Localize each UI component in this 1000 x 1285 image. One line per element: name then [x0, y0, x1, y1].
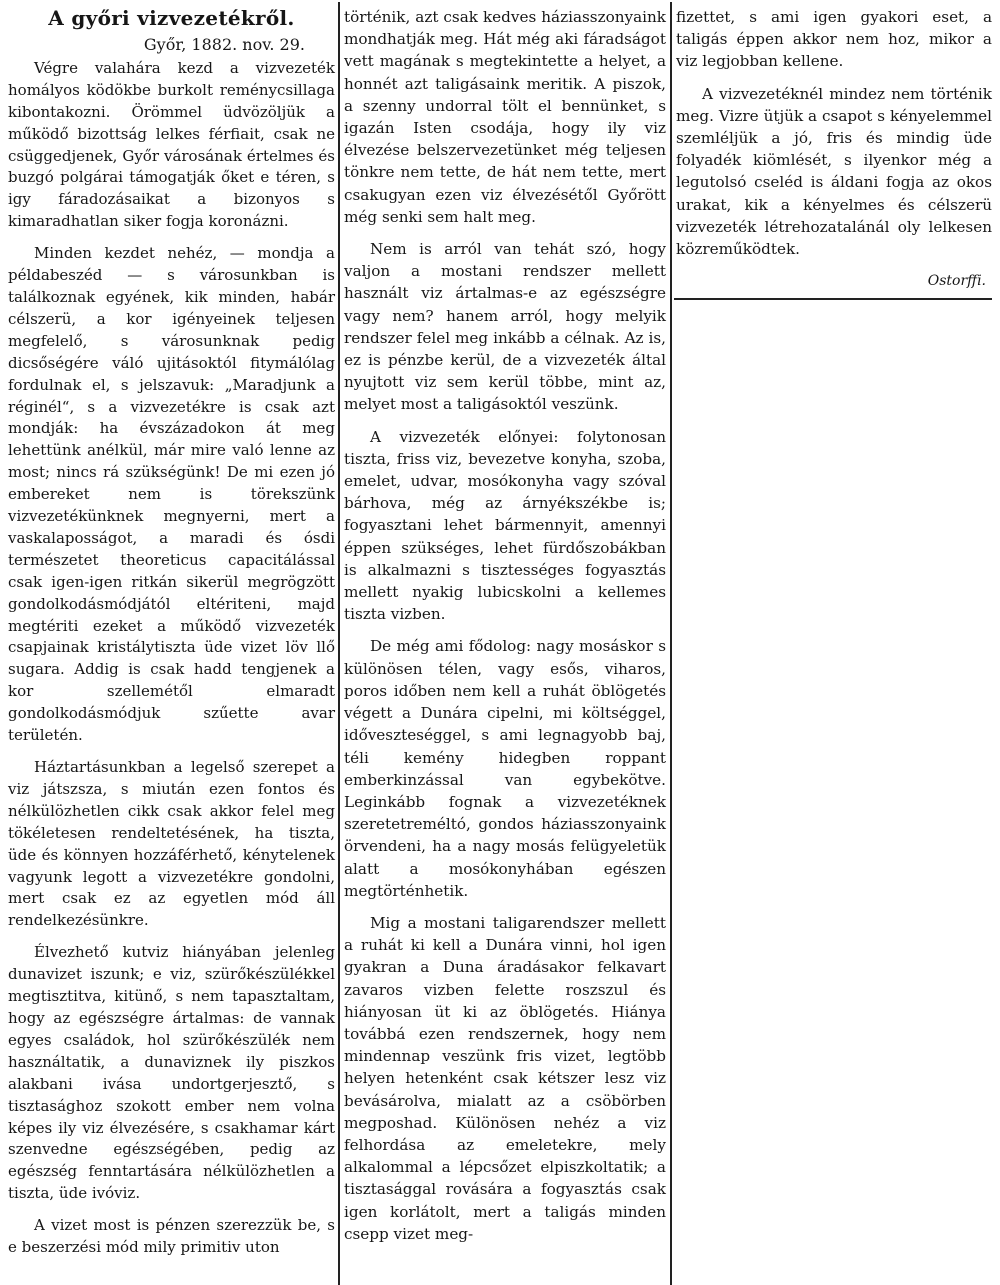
paragraph: Élvezhető kutviz hiányában jelenleg dunavizet iszunk; e viz, szürőkészülékkel megtisztitva, kitünő, s nem tapasztaltam, hogy az egészségre ártalmas: de vannak egyes családok, hol szürőkészülék nem használtatik, a dunaviznek ily piszkos alakbani ivása undortgerjesztő, s tisztasághoz szokott ember nem volna képes ily viz élvezésére, s csakhamar kárt szenvedne egészségében, pedig az egészség fenntartására nélkülözhetlen a tiszta, üde ivóviz. — [8, 943, 335, 1203]
paragraph: történik, azt csak kedves háziasszonyaink mondhatják meg. Hát még aki fáradságot vett magának s megtekintette a helyet, a honnét azt taligásaink meritik. A piszok, a szenny undorral tölt el bennünket, s igazán Isten csodája, hogy ily viz élvezése belszervezetünket még teljesen tönkre nem tette, de hát nem tette, mert csakugyan ezen viz élvezésétől Győrött még senki sem halt meg. — [344, 8, 666, 226]
article-title: A győri vizvezetékről. — [48, 6, 295, 30]
column-rule — [338, 2, 340, 1285]
paragraph: Végre valahára kezd a vizvezeték homályos ködökbe burkolt reménycsillaga kibontakozni. Örömmel üdvözöljük a működő bizottság lelkes férfiait, csak ne csüggedjenek, Győr városának értelmes és buzgó polgárai támogatják őket e téren, s igy fáradozásaikat a bizonyos s kimaradhatlan siker fogja koronázni. — [8, 58, 335, 231]
paragraph: A vizet most is pénzen szerezzük be, s e beszerzési mód mily primitiv uton — [8, 1216, 335, 1257]
paragraph: De még ami fődolog: nagy mosáskor s különösen télen, vagy esős, viharos, poros időben nem kell a ruhát öblögetés végett a Dunára cipelni, mi költséggel, időveszteséggel, s ami legnagyobb baj, téli kemény hidegben roppant emberkinzással van egybekötve. Leginkább fognak a vizvezetéknek szeretetreméltó, gondos háziasszonyaink örvendeni, ha a nagy mosás felügyeletük alatt a mosókonyhában egészen megtörténhetik. — [344, 637, 666, 900]
column-1 — [8, 6, 335, 1269]
paragraph: Háztartásunkban a legelső szerepet a viz játszsza, s miután ezen fontos és nélkülözhetlen cikk csak akkor felel meg tökéletesen rendeltetésének, ha tiszta, üde és könnyen hozzáférhető, kénytelenek vagyunk legott a vizvezetékre gondolni, mert csak ez az egyetlen mód áll rendelkezésünkre. — [8, 758, 335, 930]
column-3 — [676, 6, 992, 292]
author-signature: Ostorffi. — [927, 273, 986, 290]
paragraph: fizettet, s ami igen gyakori eset, a taligás éppen akkor nem hoz, mikor a viz legjobban kellene. — [676, 8, 992, 71]
paragraph: Mig a mostani taligarendszer mellett a ruhát ki kell a Dunára vinni, hol igen gyakran a Duna áradásakor felkavart zavaros vizben felette roszszul és hiányosan üt ki az öblögetés. Hiánya továbbá ezen rendszernek, hogy nem mindennap veszünk fris vizet, legtöbb helyen hetenként csak kétszer lesz viz bevásárolva, mialatt az a csöbörben megposhad. Különösen nehéz a viz felhordása az emeletekre, mely alkalommal a lépcsőzet elpiszkoltatik; a tisztasággal rovására a fogyasztás csak igen korlátolt, mert a taligás minden csepp vizet meg- — [344, 913, 666, 1243]
column-2 — [344, 6, 666, 1255]
paragraph: Minden kezdet nehéz, — mondja a példabeszéd — s városunkban is találkoznak egyének, kik minden, habár célszerü, a kor igényeinek teljesen megfelelő, s városunknak pedig dicsőségére váló ujitásoktól fitymálólag fordulnak el, s jelszavuk: „Maradjunk a réginél“, s a vizvezetékre is csak azt mondják: ha évszázadokon át meg lehettünk anélkül, már mire való lenne az most; nincs rá szükségünk! De mi ezen jó embereket nem is törekszünk vizvezetékünknek megnyerni, mert a vaskalaposságot, a maradi és ósdi természetet theoreticus capacitálással csak igen-igen ritkán sikerül megrögzött gondolkodásmódjától eltériteni, majd megtériti ezeket a működő vizvezeték csapjainak kristálytiszta üde vizet löv llő sugara. Addig is csak hadd tengjenek a kor szellemétől elmaradt gondolkodásmódjuk szűette avar területén. — [8, 244, 335, 745]
paragraph: Nem is arról van tehát szó, hogy valjon a mostani rendszer mellett használt viz ártalmas-e az egészségre vagy nem? hanem arról, hogy melyik rendszer felel meg inkább a célnak. Az is, ez is pénzbe kerül, de a vizvezeték által nyujtott viz sem kerül többe, mint az, melyet most a taligásoktól veszünk. — [344, 240, 666, 414]
article-end-rule — [674, 298, 992, 300]
dateline: Győr, 1882. nov. 29. — [143, 35, 305, 54]
column-rule — [670, 2, 672, 1285]
paragraph: A vizvezetéknél mindez nem történik meg. Vizre ütjük a csapot s kényelemmel szemléljük a jó, fris és mindig üde folyadék kiömlését, s ilyenkor még a legutolsó cseléd is áldani fogja az okos urakat, kik a kényelmes és célszerü vizvezeték létrehozatalánál oly lelkesen közreműködtek. — [676, 84, 992, 259]
paragraph: A vizvezeték előnyei: folytonosan tiszta, friss viz, bevezetve konyha, szoba, emelet, udvar, mosókonyha vagy szóval bárhova, még az árnyékszékbe is; fogyasztani lehet bármennyit, amennyi éppen szükséges, lehet fürdőszobákban is alkalmazni s tisztességes fogyasztás mellett nyakig lubicskolni a kellemes tiszta vizben. — [344, 427, 666, 624]
